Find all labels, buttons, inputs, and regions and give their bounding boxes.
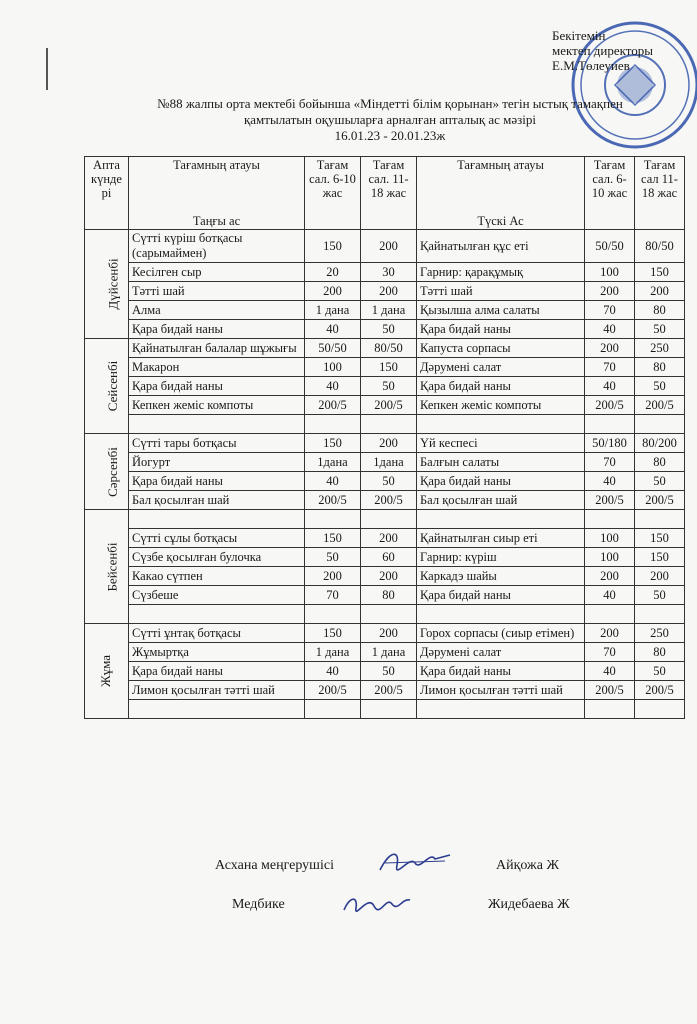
document-title: [120, 96, 660, 144]
lunch-dish-cell: [417, 415, 585, 434]
nurse-signature: [340, 888, 415, 918]
lunch-dish-cell: Қара бидай наны: [417, 320, 585, 339]
lunch-dish-cell: Горох сорпасы (сиыр етімен): [417, 624, 585, 643]
lunch-11-18-cell: [635, 700, 685, 719]
table-row: [85, 567, 685, 586]
lunch-11-18-cell: 80/50: [635, 230, 685, 263]
table-row: [85, 282, 685, 301]
breakfast-11-18-cell: 50: [361, 320, 417, 339]
table-row: [85, 263, 685, 282]
table-row: [85, 510, 685, 529]
lunch-dish-cell: Қара бидай наны: [417, 472, 585, 491]
lunch-11-18-cell: 200/5: [635, 396, 685, 415]
breakfast-dish-cell: Сүтті ұнтақ ботқасы: [129, 624, 305, 643]
lunch-6-10-cell: 70: [585, 643, 635, 662]
lunch-dish-cell: [417, 700, 585, 719]
lunch-6-10-cell: [585, 510, 635, 529]
breakfast-dish-cell: Қара бидай наны: [129, 662, 305, 681]
lunch-6-10-cell: 50/180: [585, 434, 635, 453]
breakfast-6-10-cell: 200/5: [305, 681, 361, 700]
breakfast-dish-cell: Макарон: [129, 358, 305, 377]
breakfast-6-10-cell: [305, 605, 361, 624]
lunch-dish-cell: Балғын салаты: [417, 453, 585, 472]
breakfast-dish-cell: Тәтті шай: [129, 282, 305, 301]
lunch-dish-cell: Қара бидай наны: [417, 377, 585, 396]
lunch-11-18-cell: 50: [635, 377, 685, 396]
lunch-6-10-cell: 40: [585, 320, 635, 339]
breakfast-6-10-cell: 150: [305, 230, 361, 263]
table-row: [85, 662, 685, 681]
lunch-6-10-cell: [585, 415, 635, 434]
lunch-11-18-cell: 80: [635, 453, 685, 472]
breakfast-6-10-cell: 150: [305, 624, 361, 643]
breakfast-6-10-cell: 40: [305, 662, 361, 681]
breakfast-dish-cell: Какао сүтпен: [129, 567, 305, 586]
lunch-dish-cell: Қара бидай наны: [417, 586, 585, 605]
breakfast-6-10-cell: 40: [305, 320, 361, 339]
header-breakfast-label: Таңғы ас: [192, 214, 241, 228]
day-cell: [85, 339, 129, 434]
day-cell: [85, 624, 129, 719]
breakfast-6-10-cell: 150: [305, 529, 361, 548]
table-row: [85, 700, 685, 719]
breakfast-dish-cell: Қара бидай наны: [129, 472, 305, 491]
cafeteria-name: Айқожа Ж: [496, 858, 559, 873]
breakfast-11-18-cell: 200: [361, 529, 417, 548]
day-label: Жұма: [98, 654, 114, 688]
lunch-6-10-cell: 70: [585, 301, 635, 320]
lunch-dish-cell: [417, 510, 585, 529]
breakfast-11-18-cell: 200/5: [361, 681, 417, 700]
lunch-6-10-cell: 40: [585, 377, 635, 396]
table-row: [85, 605, 685, 624]
header-day: Апта күнде рі: [85, 157, 129, 230]
menu-table-body: [85, 230, 685, 719]
breakfast-6-10-cell: 200/5: [305, 491, 361, 510]
day-label: Сәрсенбі: [104, 446, 120, 497]
breakfast-11-18-cell: 200/5: [361, 396, 417, 415]
lunch-6-10-cell: 40: [585, 472, 635, 491]
lunch-11-18-cell: 250: [635, 339, 685, 358]
breakfast-11-18-cell: 50: [361, 662, 417, 681]
day-cell: [85, 434, 129, 510]
title-line-2: қамтылатын оқушыларға арналған апталық ас мәзірі: [243, 112, 537, 127]
header-dish-lunch-label: Тағамның атауы: [457, 158, 544, 172]
breakfast-6-10-cell: 40: [305, 472, 361, 491]
title-dates: 16.01.23 - 20.01.23ж: [334, 128, 446, 143]
header-dish-breakfast: [129, 157, 305, 230]
nurse-role: Медбике: [232, 897, 285, 912]
breakfast-11-18-cell: 1 дана: [361, 643, 417, 662]
breakfast-11-18-cell: 30: [361, 263, 417, 282]
lunch-dish-cell: Тәтті шай: [417, 282, 585, 301]
breakfast-6-10-cell: [305, 700, 361, 719]
lunch-11-18-cell: 200: [635, 567, 685, 586]
breakfast-11-18-cell: 200: [361, 624, 417, 643]
lunch-dish-cell: Қайнатылған сиыр еті: [417, 529, 585, 548]
header-lunch-label: Түскі Ас: [477, 214, 524, 228]
table-row: [85, 339, 685, 358]
menu-table: [84, 156, 685, 719]
lunch-6-10-cell: 100: [585, 263, 635, 282]
table-row: [85, 491, 685, 510]
breakfast-6-10-cell: [305, 415, 361, 434]
header-lunch-6-10: Тағам сал. 6-10 жас: [585, 157, 635, 230]
lunch-dish-cell: Кепкен жеміс компоты: [417, 396, 585, 415]
breakfast-11-18-cell: [361, 700, 417, 719]
lunch-dish-cell: [417, 605, 585, 624]
lunch-11-18-cell: 50: [635, 586, 685, 605]
breakfast-dish-cell: Қара бидай наны: [129, 377, 305, 396]
table-row: [85, 377, 685, 396]
lunch-6-10-cell: 200: [585, 282, 635, 301]
breakfast-6-10-cell: 200: [305, 567, 361, 586]
lunch-11-18-cell: 150: [635, 263, 685, 282]
lunch-11-18-cell: [635, 605, 685, 624]
breakfast-11-18-cell: 80/50: [361, 339, 417, 358]
lunch-11-18-cell: 150: [635, 529, 685, 548]
table-row: [85, 415, 685, 434]
table-row: [85, 453, 685, 472]
lunch-6-10-cell: 40: [585, 662, 635, 681]
lunch-11-18-cell: 50: [635, 472, 685, 491]
breakfast-dish-cell: Сүзбеше: [129, 586, 305, 605]
breakfast-11-18-cell: 150: [361, 358, 417, 377]
breakfast-6-10-cell: [305, 510, 361, 529]
lunch-6-10-cell: 100: [585, 529, 635, 548]
lunch-6-10-cell: 200: [585, 339, 635, 358]
lunch-dish-cell: Лимон қосылған тәтті шай: [417, 681, 585, 700]
breakfast-6-10-cell: 40: [305, 377, 361, 396]
lunch-dish-cell: Бал қосылған шай: [417, 491, 585, 510]
lunch-6-10-cell: [585, 700, 635, 719]
lunch-11-18-cell: [635, 510, 685, 529]
breakfast-dish-cell: Бал қосылған шай: [129, 491, 305, 510]
breakfast-11-18-cell: 50: [361, 472, 417, 491]
breakfast-dish-cell: [129, 700, 305, 719]
lunch-11-18-cell: 80: [635, 358, 685, 377]
breakfast-11-18-cell: 1дана: [361, 453, 417, 472]
breakfast-11-18-cell: 1 дана: [361, 301, 417, 320]
nurse-name: Жидебаева Ж: [488, 897, 570, 912]
breakfast-dish-cell: [129, 510, 305, 529]
lunch-dish-cell: Қызылша алма салаты: [417, 301, 585, 320]
lunch-dish-cell: Гарнир: қарақұмық: [417, 263, 585, 282]
table-row: [85, 230, 685, 263]
lunch-11-18-cell: 80: [635, 643, 685, 662]
cafeteria-role: Асхана меңгерушісі: [215, 858, 334, 873]
table-row: [85, 320, 685, 339]
lunch-6-10-cell: 50/50: [585, 230, 635, 263]
breakfast-6-10-cell: 70: [305, 586, 361, 605]
breakfast-dish-cell: Қайнатылған балалар шұжығы: [129, 339, 305, 358]
table-row: [85, 358, 685, 377]
lunch-dish-cell: Гарнир: күріш: [417, 548, 585, 567]
lunch-dish-cell: Капуста сорпасы: [417, 339, 585, 358]
breakfast-dish-cell: Сүтті күріш ботқасы (сарымаймен): [129, 230, 305, 263]
breakfast-6-10-cell: 100: [305, 358, 361, 377]
breakfast-11-18-cell: 80: [361, 586, 417, 605]
breakfast-6-10-cell: 1дана: [305, 453, 361, 472]
lunch-6-10-cell: 200: [585, 624, 635, 643]
breakfast-6-10-cell: 1 дана: [305, 301, 361, 320]
lunch-6-10-cell: 100: [585, 548, 635, 567]
breakfast-6-10-cell: 200/5: [305, 396, 361, 415]
breakfast-6-10-cell: 1 дана: [305, 643, 361, 662]
table-row: [85, 681, 685, 700]
lunch-6-10-cell: 70: [585, 453, 635, 472]
lunch-11-18-cell: 200/5: [635, 681, 685, 700]
cafeteria-signature: [375, 845, 455, 877]
lunch-dish-cell: Дәрумені салат: [417, 643, 585, 662]
approval-line-1: Бекітемін: [552, 28, 606, 43]
day-cell: [85, 230, 129, 339]
breakfast-dish-cell: Сүтті сұлы ботқасы: [129, 529, 305, 548]
lunch-6-10-cell: 200/5: [585, 491, 635, 510]
lunch-dish-cell: Дәрумені салат: [417, 358, 585, 377]
breakfast-dish-cell: Сүтті тары ботқасы: [129, 434, 305, 453]
margin-mark: [46, 48, 48, 90]
breakfast-dish-cell: [129, 415, 305, 434]
breakfast-11-18-cell: 200: [361, 434, 417, 453]
breakfast-dish-cell: Қара бидай наны: [129, 320, 305, 339]
breakfast-11-18-cell: 50: [361, 377, 417, 396]
approval-line-2: мектеп директоры: [552, 43, 654, 58]
header-dish-breakfast-label: Тағамның атауы: [173, 158, 260, 172]
lunch-11-18-cell: 80/200: [635, 434, 685, 453]
approval-line-3: Е.М.Төлеуиев: [552, 58, 630, 73]
day-label: Дүйсенбі: [105, 258, 121, 310]
breakfast-11-18-cell: 200: [361, 282, 417, 301]
title-line-1: №88 жалпы орта мектебі бойынша «Міндетті білім қорынан» тегін ыстық тамақпен: [157, 96, 623, 111]
breakfast-11-18-cell: [361, 605, 417, 624]
lunch-6-10-cell: 200/5: [585, 681, 635, 700]
lunch-11-18-cell: 80: [635, 301, 685, 320]
breakfast-11-18-cell: [361, 415, 417, 434]
lunch-dish-cell: Қайнатылған құс еті: [417, 230, 585, 263]
lunch-dish-cell: Үй кеспесі: [417, 434, 585, 453]
table-row: [85, 548, 685, 567]
table-row: [85, 643, 685, 662]
table-header-row: [85, 157, 685, 230]
breakfast-11-18-cell: 200: [361, 230, 417, 263]
lunch-11-18-cell: 150: [635, 548, 685, 567]
table-row: [85, 586, 685, 605]
breakfast-dish-cell: Сүзбе қосылған булочка: [129, 548, 305, 567]
header-breakfast-11-18: Тағам сал. 11-18 жас: [361, 157, 417, 230]
breakfast-6-10-cell: 50: [305, 548, 361, 567]
table-row: [85, 301, 685, 320]
lunch-11-18-cell: 250: [635, 624, 685, 643]
breakfast-11-18-cell: [361, 510, 417, 529]
header-lunch-11-18: Тағам сал 11-18 жас: [635, 157, 685, 230]
breakfast-dish-cell: Йогурт: [129, 453, 305, 472]
breakfast-11-18-cell: 200/5: [361, 491, 417, 510]
lunch-6-10-cell: [585, 605, 635, 624]
table-row: [85, 434, 685, 453]
day-label: Сейсенбі: [105, 360, 121, 412]
table-row: [85, 396, 685, 415]
breakfast-6-10-cell: 200: [305, 282, 361, 301]
breakfast-6-10-cell: 20: [305, 263, 361, 282]
lunch-6-10-cell: 200/5: [585, 396, 635, 415]
breakfast-6-10-cell: 150: [305, 434, 361, 453]
approval-block: [552, 28, 653, 73]
lunch-11-18-cell: 200: [635, 282, 685, 301]
breakfast-dish-cell: Алма: [129, 301, 305, 320]
lunch-6-10-cell: 40: [585, 586, 635, 605]
day-cell: [85, 510, 129, 624]
lunch-dish-cell: Каркадэ шайы: [417, 567, 585, 586]
breakfast-11-18-cell: 200: [361, 567, 417, 586]
lunch-dish-cell: Қара бидай наны: [417, 662, 585, 681]
lunch-11-18-cell: 50: [635, 320, 685, 339]
lunch-11-18-cell: [635, 415, 685, 434]
breakfast-dish-cell: Лимон қосылған тәтті шай: [129, 681, 305, 700]
lunch-6-10-cell: 70: [585, 358, 635, 377]
breakfast-dish-cell: Кесілген сыр: [129, 263, 305, 282]
lunch-11-18-cell: 50: [635, 662, 685, 681]
day-label: Бейсенбі: [104, 541, 120, 592]
breakfast-dish-cell: Кепкен жеміс компоты: [129, 396, 305, 415]
table-row: [85, 472, 685, 491]
lunch-6-10-cell: 200: [585, 567, 635, 586]
lunch-11-18-cell: 200/5: [635, 491, 685, 510]
table-row: [85, 529, 685, 548]
header-dish-lunch: [417, 157, 585, 230]
table-row: [85, 624, 685, 643]
breakfast-dish-cell: [129, 605, 305, 624]
breakfast-6-10-cell: 50/50: [305, 339, 361, 358]
breakfast-11-18-cell: 60: [361, 548, 417, 567]
header-breakfast-6-10: Тағам сал. 6-10 жас: [305, 157, 361, 230]
breakfast-dish-cell: Жұмыртқа: [129, 643, 305, 662]
